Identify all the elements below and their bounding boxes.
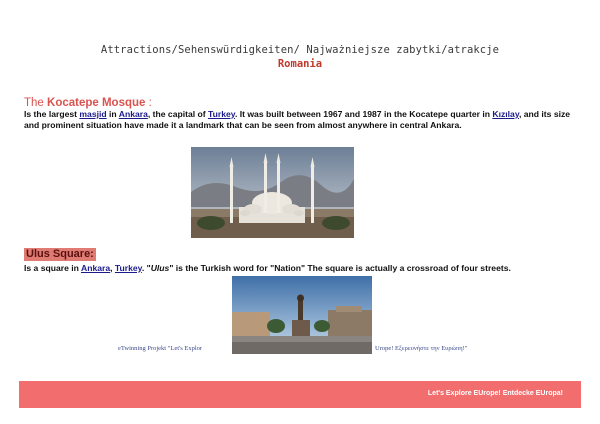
page-header: [0, 44, 600, 70]
link-turkey-2[interactable]: Turkey: [114, 263, 142, 273]
kocatepe-mosque-photo: [191, 147, 354, 238]
section-title-ulus: Ulus Square:: [26, 248, 94, 260]
ulus-description: Is a square in Ankara, Turkey. "Ulus" is the Turkish word for "Nation" The square is actually a crossroad of four streets.: [24, 263, 511, 273]
ulus-square-photo: [232, 276, 372, 354]
kocatepe-title: Kocatepe Mosque: [47, 97, 146, 109]
country-label: Romania: [277, 58, 323, 70]
etwinning-caption-right: Urope! Εξερευνήστε την Ευρώπη!": [375, 345, 468, 352]
etwinning-caption-left: eTwinning Projekt "Let's Explor: [118, 345, 203, 352]
footer-slogan: Let's Explore EUrope! Entdecke EUropa!: [427, 390, 563, 397]
link-ankara[interactable]: Ankara: [118, 109, 148, 119]
kocatepe-description: Is the largest masjid in Ankara, the capital of Turkey. It was built between 1967 and 1987 in the Kocatepe quarter in Kızılay, and its size and prominent situation have made it a landmark that can be seen from almost anywhere in central Ankara.: [24, 109, 571, 130]
footer-banner: [19, 381, 581, 408]
link-masjid[interactable]: masjid: [79, 109, 107, 119]
link-ankara-2[interactable]: Ankara: [81, 263, 111, 273]
link-turkey[interactable]: Turkey: [208, 109, 235, 119]
section-title-kocatepe: The Kocatepe Mosque :: [24, 97, 152, 109]
link-kizilay[interactable]: Kızılay: [492, 109, 519, 119]
breadcrumb: Attractions/Sehenswürdigkeiten/ Najważniejsze zabytki/atrakcje: [100, 44, 500, 56]
